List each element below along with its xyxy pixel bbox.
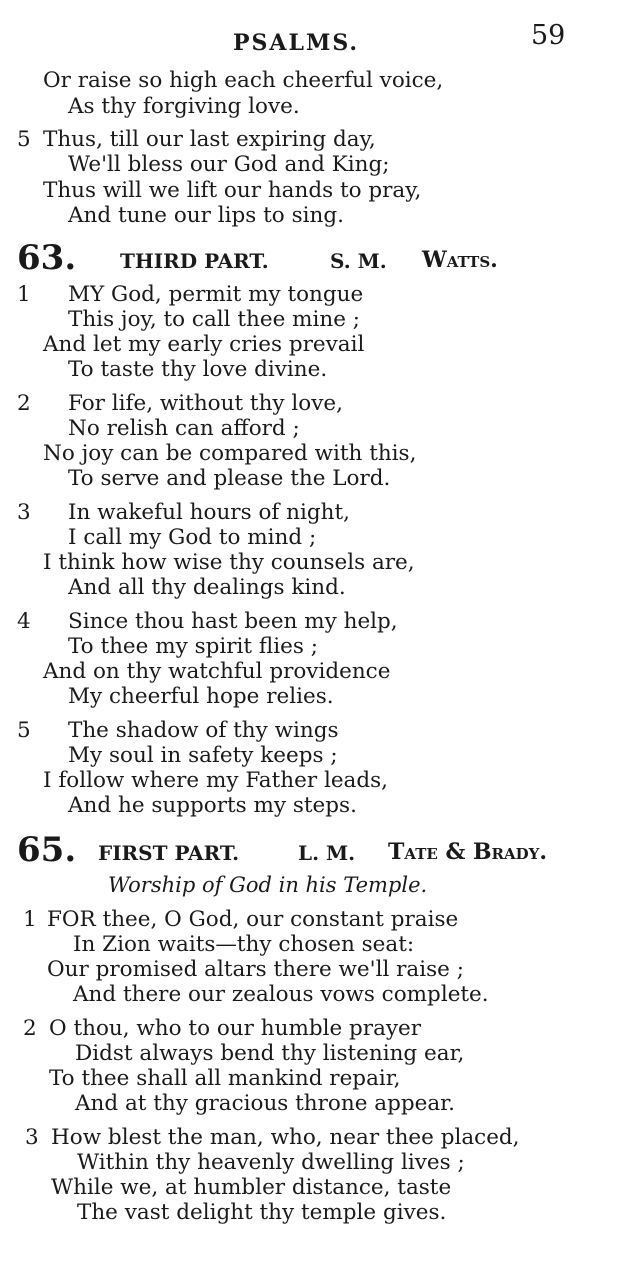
verse-number: 4 [17,609,31,634]
verse-line: No joy can be compared with this, [43,441,417,466]
verse-line: To taste thy love divine. [68,357,328,382]
verse-line: In wakeful hours of night, [68,500,350,525]
verse-line: And he supports my steps. [68,793,357,818]
page-number: 59 [531,20,566,51]
verse-line: And let my early cries prevail [43,332,365,357]
hymn-author: Watts. [422,247,498,273]
verse-line: Our promised altars there we'll raise ; [47,957,464,982]
verse-line: To thee shall all mankind repair, [49,1066,401,1091]
verse-line: Thus will we lift our hands to pray, [43,178,422,203]
verse-number: 5 [17,718,31,743]
verse-line: While we, at humbler distance, taste [51,1175,452,1200]
verse-line: My cheerful hope relies. [68,684,334,709]
verse-line: Within thy heavenly dwelling lives ; [77,1150,465,1175]
verse-line: To thee my spirit flies ; [68,634,318,659]
hymn-author: Tate & Brady. [388,839,548,865]
verse-line: For life, without thy love, [68,391,343,416]
verse-line: To serve and please the Lord. [68,466,391,491]
verse-line: And all thy dealings kind. [68,575,346,600]
verse-line: And tune our lips to sing. [68,203,344,228]
verse-line: Thus, till our last expiring day, [43,127,376,152]
verse-line: O thou, who to our humble prayer [49,1016,422,1041]
verse-line: No relish can afford ; [68,416,300,441]
verse-number: 2 [23,1016,37,1041]
verse-number: 3 [17,500,31,525]
verse-line: In Zion waits—thy chosen seat: [73,932,415,957]
hymn-subtitle: Worship of God in his Temple. [108,873,428,897]
running-head: PSALMS. [233,30,360,56]
verse-line: How blest the man, who, near thee placed, [51,1125,520,1150]
verse-line: I think how wise thy counsels are, [43,550,415,575]
verse-line: The vast delight thy temple gives. [77,1200,447,1225]
continuation-line: Or raise so high each cheerful voice, [43,68,444,93]
verse-line: MY God, permit my tongue [68,282,364,307]
continuation-line: As thy forgiving love. [68,94,300,119]
verse-line: This joy, to call thee mine ; [68,307,361,332]
verse-line: And on thy watchful providence [43,659,391,684]
verse-line: And there our zealous vows complete. [73,982,489,1007]
verse-line: My soul in safety keeps ; [68,743,338,768]
verse-line: Didst always bend thy listening ear, [75,1041,465,1066]
verse-line: Since thou hast been my help, [68,609,398,634]
verse-number: 3 [25,1125,39,1150]
verse-line: I follow where my Father leads, [43,768,388,793]
hymn-number: 63. [17,238,77,278]
hymn-number: 65. [17,830,77,870]
hymn-part: FIRST PART. [98,841,240,865]
verse-line: We'll bless our God and King; [68,152,390,177]
verse-line: I call my God to mind ; [68,525,317,550]
hymn-meter: L. M. [298,841,356,865]
hymn-meter: S. M. [330,249,387,273]
verse-line: FOR thee, O God, our constant praise [47,907,459,932]
verse-number: 2 [17,391,31,416]
hymn-part: THIRD PART. [120,249,269,273]
verse-line: The shadow of thy wings [68,718,339,743]
verse-line: And at thy gracious throne appear. [75,1091,455,1116]
verse-number: 5 [17,127,31,152]
verse-number: 1 [17,282,31,307]
verse-number: 1 [23,907,37,932]
